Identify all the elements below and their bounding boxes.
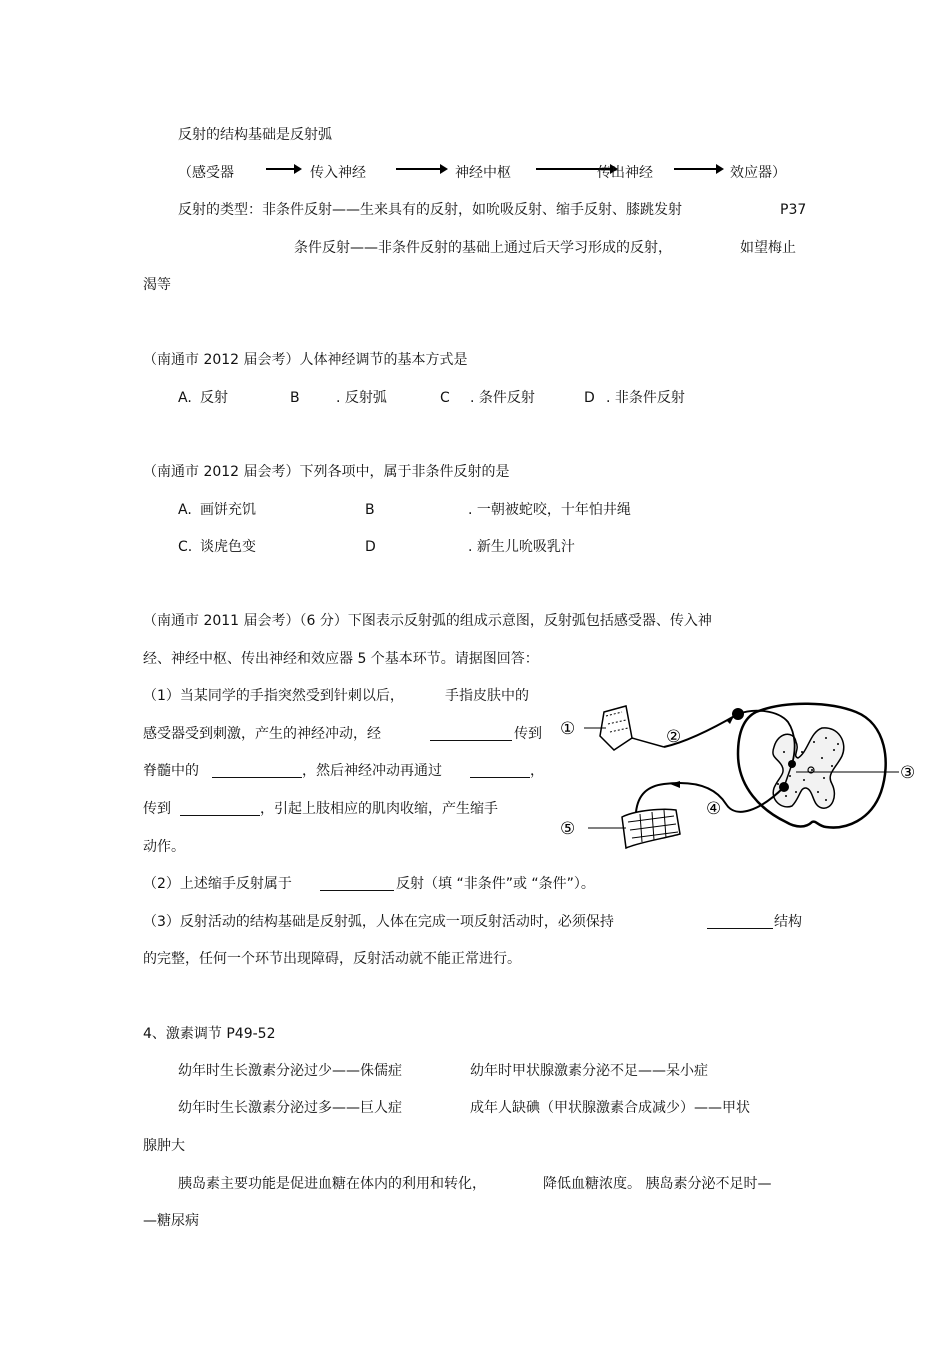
reflex-types-line3: 渴等 (143, 277, 171, 293)
arc-effector: 效应器） (730, 165, 786, 181)
insulin-line1-tail: 降低血糖浓度。 胰岛素分泌不足时— (543, 1176, 772, 1192)
q2-option-c-key: C. (178, 539, 193, 555)
arc-arrow-2 (396, 163, 448, 175)
arc-afferent: 传入神经 (310, 165, 366, 181)
q3-part1-line1: （1）当某同学的手指突然受到针刺以后， (143, 688, 404, 704)
hormone-row1-left: 幼年时生长激素分泌过少——侏儒症 (178, 1063, 402, 1079)
answer-blank-effector[interactable] (180, 801, 260, 816)
answer-blank-center[interactable] (212, 763, 302, 778)
arc-arrow-1 (266, 163, 302, 175)
hormone-row1-right: 幼年时甲状腺激素分泌不足——呆小症 (470, 1063, 708, 1079)
q2-option-a-key: A. (178, 502, 192, 518)
reflex-basis-text: 反射的结构基础是反射弧 (178, 127, 332, 143)
q3-part1-line1-tail: 手指皮肤中的 (445, 688, 529, 704)
hormone-row3: 腺肿大 (143, 1138, 185, 1154)
q1-option-b-key: B (290, 390, 300, 406)
diagram-label-5: ⑤ (560, 819, 576, 839)
q1-option-a: 反射 (200, 390, 228, 406)
arc-center: 神经中枢 (455, 165, 511, 181)
q3-part1-line3-tail: ， (530, 763, 544, 779)
answer-blank-afferent[interactable] (430, 726, 512, 741)
reflex-arc-diagram (556, 692, 926, 862)
q2-option-b-key: B (365, 502, 375, 518)
q3-part1-line4-tail: ，引起上肢相应的肌肉收缩，产生缩手 (260, 801, 498, 817)
q1-option-d: . 非条件反射 (606, 390, 685, 406)
q3-part1-line4: 传到 (143, 801, 171, 817)
receptor-skin (600, 706, 664, 750)
arc-receptor: （感受器 (178, 165, 234, 181)
diagram-label-2: ② (666, 727, 682, 747)
q2-option-d-key: D (365, 539, 376, 555)
q3-part1-line3: 脊髓中的 (143, 763, 199, 779)
q1-stem: （南通市 2012 届会考）人体神经调节的基本方式是 (143, 352, 468, 368)
q3-part3-line2: 的完整，任何一个环节出现障碍，反射活动就不能正常进行。 (143, 951, 521, 967)
q3-part1-line5: 动作。 (143, 839, 185, 855)
q3-stem-line1: （南通市 2011 届会考）（6 分）下图表示反射弧的组成示意图，反射弧包括感受器、传入神 (143, 613, 712, 629)
hormone-row2-right: 成年人缺碘（甲状腺激素合成减少）——甲状 (470, 1100, 750, 1116)
q2-option-d: . 新生儿吮吸乳汁 (468, 539, 575, 555)
arc-arrow-4 (674, 163, 724, 175)
q1-option-b: . 反射弧 (336, 390, 387, 406)
q2-option-a: 画饼充饥 (200, 502, 256, 518)
answer-blank-efferent[interactable] (470, 763, 530, 778)
q3-part3-line1-tail: 结构 (774, 914, 802, 930)
answer-blank-structure[interactable] (707, 914, 773, 929)
q3-part1-line2: 感受器受到刺激，产生的神经冲动，经 (143, 726, 381, 742)
q3-part1-line2-tail: 传到 (514, 726, 542, 742)
q2-stem: （南通市 2012 届会考）下列各项中，属于非条件反射的是 (143, 464, 510, 480)
q3-part2: （2）上述缩手反射属于 (143, 876, 292, 892)
answer-blank-reflex-type[interactable] (320, 876, 394, 891)
insulin-line1: 胰岛素主要功能是促进血糖在体内的利用和转化， (178, 1176, 486, 1192)
q3-part1-line3-mid: ，然后神经冲动再通过 (302, 763, 442, 779)
diagram-label-3: ③ (900, 763, 916, 783)
q3-part3-line1: （3）反射活动的结构基础是反射弧，人体在完成一项反射活动时，必须保持 (143, 914, 614, 930)
q2-option-c: 谈虎色变 (200, 539, 256, 555)
q3-stem-line2: 经、神经中枢、传出神经和效应器 5 个基本环节。请据图回答： (143, 651, 539, 667)
reflex-types-line2: 条件反射——非条件反射的基础上通过后天学习形成的反射， (294, 240, 672, 256)
reflex-types-line1: 反射的类型：非条件反射——生来具有的反射，如吮吸反射、缩手反射、膝跳发射 (178, 202, 682, 218)
hormone-row2-left: 幼年时生长激素分泌过多——巨人症 (178, 1100, 402, 1116)
q3-part2-tail: 反射（填 “非条件”或 “条件”）。 (396, 876, 595, 892)
insulin-line2: —糖尿病 (143, 1213, 199, 1229)
q1-option-d-key: D (584, 390, 595, 406)
q1-option-a-key: A. (178, 390, 192, 406)
page-ref: P37 (780, 202, 807, 218)
arc-efferent: 传出神经 (597, 165, 653, 181)
section4-title: 4、激素调节 P49-52 (143, 1026, 276, 1042)
diagram-label-4: ④ (706, 799, 722, 819)
diagram-label-1: ① (560, 719, 576, 739)
q1-option-c: . 条件反射 (470, 390, 535, 406)
q1-option-c-key: C (440, 390, 450, 406)
reflex-types-line2-tail: 如望梅止 (740, 240, 796, 256)
effector-muscle (622, 809, 680, 848)
q2-option-b: . 一朝被蛇咬，十年怕井绳 (468, 502, 631, 518)
